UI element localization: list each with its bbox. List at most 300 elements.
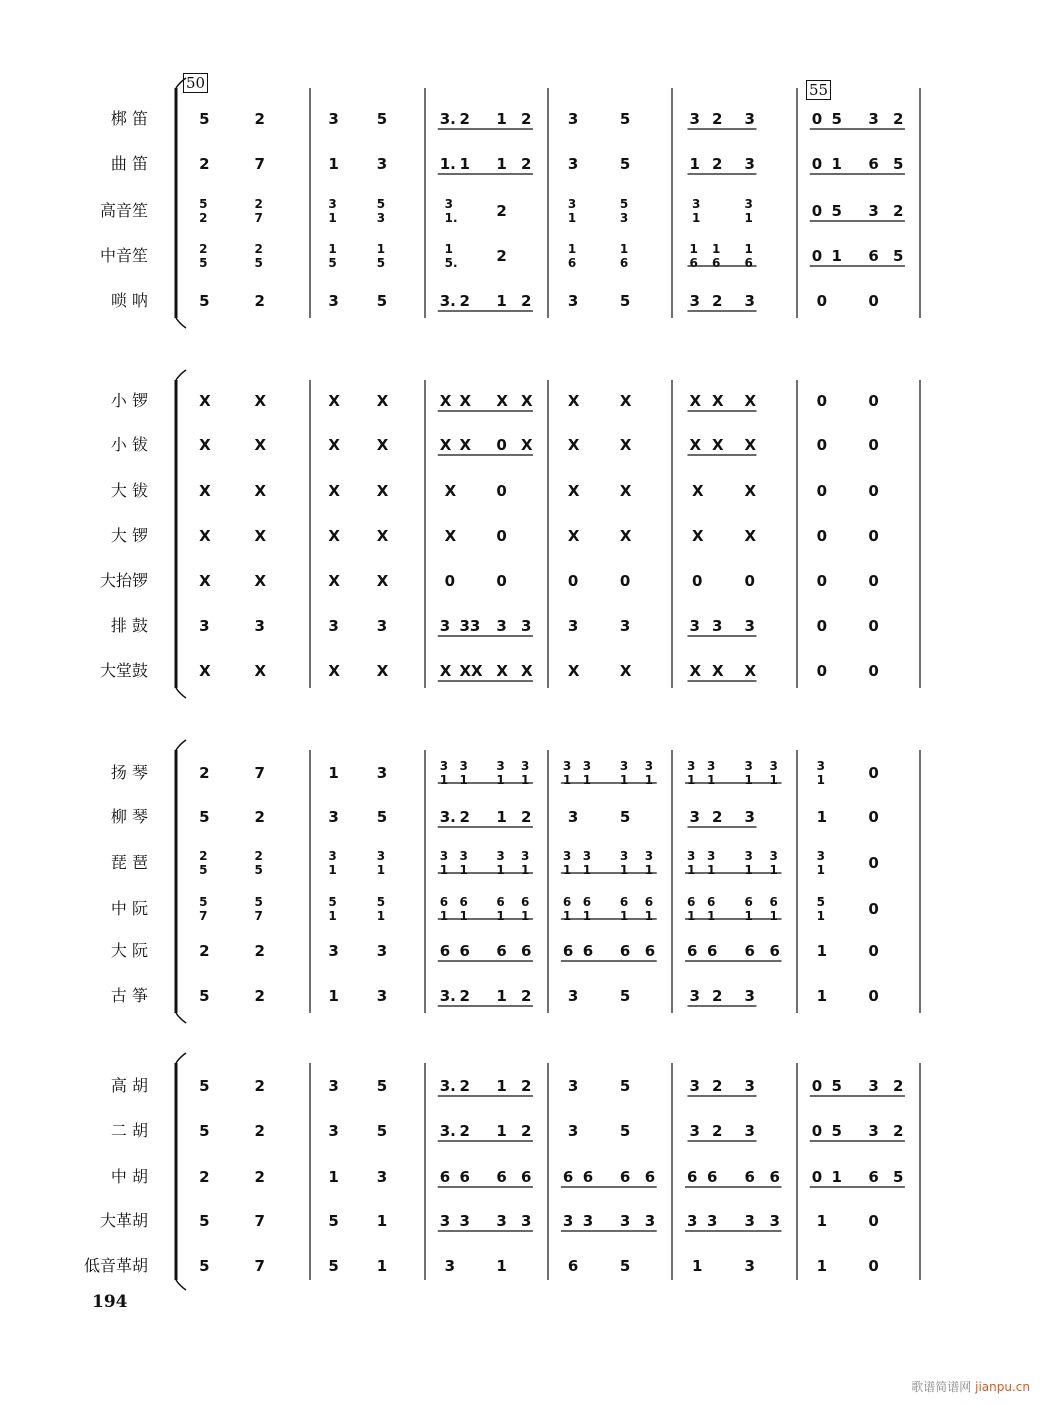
chord-note: 1 xyxy=(769,909,778,923)
chord-note: 5 xyxy=(328,256,337,270)
note: X xyxy=(376,572,389,590)
chord-note: 7 xyxy=(254,211,263,225)
chord-note: 3 xyxy=(520,759,530,773)
note: 1 xyxy=(816,987,828,1005)
chord-note: 1 xyxy=(582,773,592,787)
note: 3 xyxy=(328,808,339,826)
note: X xyxy=(376,662,389,680)
note: 3 xyxy=(567,987,579,1005)
chord-note: 3 xyxy=(520,849,530,863)
chord-note: 1 xyxy=(816,863,826,877)
chord-note: 3 xyxy=(459,849,468,863)
note: 3 xyxy=(744,1212,755,1230)
note: 1 xyxy=(816,942,828,960)
note: X xyxy=(328,392,340,410)
chord-note: 6 xyxy=(459,895,468,909)
note: 0 xyxy=(816,482,828,500)
note: X xyxy=(376,436,389,454)
note: 2 xyxy=(254,1077,265,1095)
note: 3 xyxy=(689,1122,700,1140)
note: 3. xyxy=(439,1122,456,1140)
note: X xyxy=(444,527,457,545)
note: 6 xyxy=(520,1168,532,1186)
note: 3 xyxy=(712,617,723,635)
note: X xyxy=(439,392,452,410)
note: X xyxy=(328,482,340,500)
note: 1 xyxy=(496,1257,507,1275)
instrument-label: 小 钹 xyxy=(110,435,148,454)
chord-note: 1 xyxy=(459,773,468,787)
note: 3 xyxy=(567,1122,579,1140)
instrument-label: 高音笙 xyxy=(99,201,148,220)
note: X xyxy=(520,662,533,680)
chord-note: 1 xyxy=(520,909,530,923)
chord-note: 1 xyxy=(744,863,753,877)
note: 5 xyxy=(619,1122,631,1140)
chord-note: 3 xyxy=(769,759,778,773)
note: 0 xyxy=(868,1257,879,1275)
note: 6 xyxy=(496,942,507,960)
chord-note: 1 xyxy=(769,863,778,877)
note: 0 xyxy=(868,292,879,310)
chord-note: 1 xyxy=(562,909,572,923)
note: X xyxy=(439,662,452,680)
note: 0 xyxy=(619,572,631,590)
note: 7 xyxy=(254,155,265,173)
chord-note: 2 xyxy=(199,211,208,225)
chord-note: 1 xyxy=(520,863,530,877)
instrument-label: 扬 琴 xyxy=(110,763,148,782)
chord-note: 5 xyxy=(199,895,208,909)
chord-note: 1 xyxy=(328,242,337,256)
note: X xyxy=(199,436,211,454)
note: 2 xyxy=(712,1122,723,1140)
note: X xyxy=(520,392,533,410)
chord-note: 3 xyxy=(769,849,778,863)
chord-note: 6 xyxy=(439,895,449,909)
chord-note: 1 xyxy=(744,773,753,787)
note: 3 xyxy=(376,617,388,635)
instrument-label: 高 胡 xyxy=(110,1076,148,1095)
note: 3 xyxy=(687,1212,698,1230)
note: 6 xyxy=(567,1257,579,1275)
note: 5 xyxy=(199,808,210,826)
note: X xyxy=(692,527,704,545)
chord-note: 3 xyxy=(376,211,386,225)
note: 0 xyxy=(496,527,507,545)
note: 3 xyxy=(868,1077,879,1095)
chord-note: 1 xyxy=(769,773,778,787)
note: 2 xyxy=(520,110,532,128)
note: 6 xyxy=(769,942,780,960)
chord-note: 3 xyxy=(644,759,654,773)
chord-note: 5 xyxy=(376,256,386,270)
chord-note: 6 xyxy=(644,895,654,909)
note: X xyxy=(520,436,533,454)
note: 1 xyxy=(816,1257,828,1275)
chord-note: 2 xyxy=(199,242,208,256)
note: 6 xyxy=(744,942,755,960)
note: 5 xyxy=(376,808,388,826)
note: 2 xyxy=(459,1122,470,1140)
note: 6 xyxy=(619,942,631,960)
chord-note: 3 xyxy=(707,759,716,773)
chord-note: 6 xyxy=(562,895,572,909)
note: 3 xyxy=(328,1077,339,1095)
note: 0 xyxy=(868,617,879,635)
note: X xyxy=(328,572,340,590)
note: 3 xyxy=(567,808,579,826)
note: X xyxy=(712,436,724,454)
instrument-label: 大堂鼓 xyxy=(99,661,148,680)
note: 2 xyxy=(496,247,507,265)
note: 3 xyxy=(619,1212,631,1230)
note: 7 xyxy=(254,764,265,782)
note: 0 xyxy=(816,527,828,545)
chord-note: 1 xyxy=(376,242,386,256)
chord-note: 1 xyxy=(439,773,449,787)
note: 1 xyxy=(831,1168,842,1186)
note: 5 xyxy=(376,110,388,128)
note: 3 xyxy=(567,1077,579,1095)
note: 3 xyxy=(744,1077,755,1095)
chord-note: 6 xyxy=(707,895,716,909)
chord-note: 3 xyxy=(496,759,505,773)
chord-note: 6 xyxy=(619,256,629,270)
note: 2 xyxy=(199,1168,210,1186)
note: 6 xyxy=(562,942,574,960)
note: 3 xyxy=(689,617,700,635)
note: 5 xyxy=(376,1077,388,1095)
chord-note: 3 xyxy=(619,849,629,863)
note: 3 xyxy=(567,617,579,635)
chord-note: 3 xyxy=(444,197,454,211)
chord-note: 1 xyxy=(619,242,629,256)
note: 5 xyxy=(199,1077,210,1095)
chord-note: 1 xyxy=(744,242,753,256)
chord-note: 5 xyxy=(619,197,629,211)
note: 2 xyxy=(199,155,210,173)
note: 6 xyxy=(868,1168,879,1186)
note: X xyxy=(376,392,389,410)
note: 3 xyxy=(744,987,755,1005)
note: 5 xyxy=(199,292,210,310)
note: 2 xyxy=(254,292,265,310)
note: 2 xyxy=(712,155,723,173)
instrument-label: 梆 笛 xyxy=(110,109,148,128)
note: 2 xyxy=(712,1077,723,1095)
note: 1 xyxy=(831,247,842,265)
note: 2 xyxy=(892,1122,904,1140)
note: 0 xyxy=(816,662,828,680)
note: X xyxy=(439,436,452,454)
note: 0 xyxy=(816,572,828,590)
note: 6 xyxy=(520,942,532,960)
note: 2 xyxy=(496,202,507,220)
chord-note: 1 xyxy=(520,773,530,787)
note: X xyxy=(376,527,389,545)
note: 2 xyxy=(254,808,265,826)
rehearsal-mark-55: 55 xyxy=(806,80,831,100)
page-number: 194 xyxy=(92,1292,128,1312)
note: 0 xyxy=(868,987,879,1005)
note: 3 xyxy=(254,617,265,635)
note: 3 xyxy=(199,617,210,635)
note: 3 xyxy=(689,292,700,310)
note: 3 xyxy=(744,808,755,826)
note: X xyxy=(567,392,580,410)
note: 2 xyxy=(712,808,723,826)
watermark xyxy=(911,1378,1030,1395)
note: 3 xyxy=(567,155,579,173)
note: 0 xyxy=(868,527,879,545)
instrument-label: 小 锣 xyxy=(110,391,148,410)
note: 3. xyxy=(439,292,456,310)
instrument-label: 二 胡 xyxy=(110,1121,148,1140)
note: 6 xyxy=(868,247,879,265)
note: 3 xyxy=(496,617,507,635)
chord-note: 1 xyxy=(439,909,449,923)
note: 0 xyxy=(744,572,755,590)
instrument-label: 大 锣 xyxy=(110,526,148,545)
note: 6 xyxy=(619,1168,631,1186)
note: X xyxy=(744,392,757,410)
note: 3 xyxy=(562,1212,574,1230)
note: XX xyxy=(459,662,483,680)
note: 6 xyxy=(687,1168,698,1186)
note: 0 xyxy=(811,155,823,173)
note: 5 xyxy=(199,1122,210,1140)
watermark-site: 歌谱简谱网 xyxy=(911,1380,972,1394)
note: 1 xyxy=(328,1168,339,1186)
note: 3 xyxy=(567,292,579,310)
note: 5 xyxy=(619,987,631,1005)
chord-note: 3 xyxy=(619,211,629,225)
note: X xyxy=(199,662,211,680)
chord-note: 6 xyxy=(744,895,753,909)
note: 0 xyxy=(868,662,879,680)
note: 1 xyxy=(328,987,339,1005)
note: 2 xyxy=(520,1077,532,1095)
note: 5 xyxy=(831,110,842,128)
chord-note: 5. xyxy=(444,256,458,270)
note: 1 xyxy=(496,155,507,173)
note: 2 xyxy=(712,292,723,310)
note: 0 xyxy=(496,482,507,500)
note: 0 xyxy=(496,572,507,590)
note: X xyxy=(199,482,211,500)
note: 6 xyxy=(459,1168,470,1186)
chord-note: 5 xyxy=(199,197,208,211)
note: X xyxy=(744,436,757,454)
chord-note: 2 xyxy=(254,849,263,863)
note: 5 xyxy=(831,1077,842,1095)
chord-note: 5 xyxy=(254,256,263,270)
chord-note: 3 xyxy=(816,849,826,863)
note: X xyxy=(567,662,580,680)
chord-note: 1 xyxy=(692,211,701,225)
chord-note: 3 xyxy=(439,759,449,773)
chord-note: 1 xyxy=(619,909,629,923)
chord-note: 1 xyxy=(562,863,572,877)
note: 6 xyxy=(644,1168,656,1186)
note: 2 xyxy=(459,110,470,128)
note: X xyxy=(619,662,632,680)
chord-note: 1 xyxy=(582,863,592,877)
chord-note: 3 xyxy=(562,759,572,773)
instrument-label: 中 阮 xyxy=(110,899,148,918)
chord-note: 3 xyxy=(744,849,753,863)
note: 3 xyxy=(744,617,755,635)
note: 5 xyxy=(892,155,904,173)
note: 0 xyxy=(811,1077,823,1095)
chord-note: 3 xyxy=(692,197,701,211)
note: 5 xyxy=(619,292,631,310)
note: 3 xyxy=(567,110,579,128)
note: 0 xyxy=(811,1122,823,1140)
note: 1. xyxy=(439,155,456,173)
note: 5 xyxy=(376,292,388,310)
note: 5 xyxy=(199,110,210,128)
note: 2 xyxy=(459,292,470,310)
instrument-label: 唢 呐 xyxy=(110,291,148,310)
note: X xyxy=(328,662,340,680)
chord-note: 5 xyxy=(328,895,337,909)
note: 5 xyxy=(619,110,631,128)
chord-note: 1 xyxy=(689,242,698,256)
note: 0 xyxy=(816,617,828,635)
note: 3 xyxy=(744,1122,755,1140)
note: 3 xyxy=(769,1212,780,1230)
note: 0 xyxy=(868,808,879,826)
note: 2 xyxy=(520,987,532,1005)
chord-note: 5 xyxy=(376,895,386,909)
chord-note: 1 xyxy=(744,909,753,923)
chord-note: 1 xyxy=(567,211,577,225)
chord-note: 5 xyxy=(199,863,208,877)
note: 1 xyxy=(328,155,339,173)
chord-note: 1 xyxy=(744,211,753,225)
note: 1 xyxy=(376,1212,388,1230)
note: 1 xyxy=(816,808,828,826)
note: 5 xyxy=(328,1212,339,1230)
note: 6 xyxy=(439,942,451,960)
note: 6 xyxy=(744,1168,755,1186)
note: X xyxy=(254,482,267,500)
instrument-label: 中 胡 xyxy=(110,1167,148,1186)
chord-note: 3 xyxy=(687,849,696,863)
note: 1 xyxy=(692,1257,703,1275)
chord-note: 1 xyxy=(687,863,696,877)
note: 3 xyxy=(439,1212,451,1230)
note: 6 xyxy=(582,942,594,960)
note: 3 xyxy=(707,1212,718,1230)
chord-note: 3 xyxy=(582,849,592,863)
note: 0 xyxy=(811,202,823,220)
note: 6 xyxy=(582,1168,594,1186)
chord-note: 3 xyxy=(439,849,449,863)
note: 5 xyxy=(328,1257,339,1275)
note: 3 xyxy=(376,1168,388,1186)
note: 0 xyxy=(811,247,823,265)
note: 3 xyxy=(328,292,339,310)
note: 5 xyxy=(619,808,631,826)
note: X xyxy=(619,392,632,410)
note: X xyxy=(376,482,389,500)
chord-note: 3 xyxy=(619,759,629,773)
note: 5 xyxy=(619,1257,631,1275)
note: 2 xyxy=(254,1168,265,1186)
note: X xyxy=(459,392,472,410)
note: 1 xyxy=(496,110,507,128)
note: 1 xyxy=(496,1077,507,1095)
chord-note: 1 xyxy=(496,909,505,923)
note: 0 xyxy=(868,572,879,590)
note: X xyxy=(254,392,267,410)
instrument-label: 柳 琴 xyxy=(110,807,148,826)
instrument-label: 大抬锣 xyxy=(99,571,148,590)
chord-note: 6 xyxy=(496,895,505,909)
chord-note: 1 xyxy=(644,863,654,877)
note: X xyxy=(567,436,580,454)
note: 1 xyxy=(459,155,470,173)
chord-note: 1 xyxy=(444,242,454,256)
note: X xyxy=(567,482,580,500)
chord-note: 3 xyxy=(744,197,753,211)
note: 3 xyxy=(689,808,700,826)
note: 3 xyxy=(439,617,451,635)
note: 3 xyxy=(376,987,388,1005)
note: 0 xyxy=(868,482,879,500)
instrument-label: 大革胡 xyxy=(99,1211,148,1230)
chord-note: 5 xyxy=(254,863,263,877)
note: 1 xyxy=(689,155,700,173)
note: 0 xyxy=(811,1168,823,1186)
chord-note: 1 xyxy=(816,773,826,787)
note: 2 xyxy=(892,110,904,128)
note: 0 xyxy=(444,572,456,590)
note: 3 xyxy=(459,1212,470,1230)
chord-note: 1 xyxy=(707,773,716,787)
note: 5 xyxy=(892,1168,904,1186)
note: X xyxy=(254,572,267,590)
note: 2 xyxy=(459,1077,470,1095)
note: X xyxy=(496,662,508,680)
chord-note: 3 xyxy=(744,759,753,773)
note: 1 xyxy=(496,1122,507,1140)
note: 6 xyxy=(687,942,698,960)
note: 3. xyxy=(439,110,456,128)
note: 5 xyxy=(892,247,904,265)
note: 5 xyxy=(831,202,842,220)
chord-note: 3 xyxy=(567,197,577,211)
chord-note: 6 xyxy=(744,256,753,270)
note: 3 xyxy=(444,1257,456,1275)
note: 3 xyxy=(689,110,700,128)
chord-note: 1 xyxy=(562,773,572,787)
instrument-label: 大 阮 xyxy=(110,941,148,960)
note: 0 xyxy=(868,1212,879,1230)
note: 3 xyxy=(520,617,532,635)
note: X xyxy=(744,527,757,545)
note: 5 xyxy=(199,1257,210,1275)
note: 1 xyxy=(496,292,507,310)
note: X xyxy=(689,392,702,410)
note: X xyxy=(254,436,267,454)
chord-note: 1 xyxy=(644,773,654,787)
note: 6 xyxy=(496,1168,507,1186)
chord-note: 5 xyxy=(254,895,263,909)
